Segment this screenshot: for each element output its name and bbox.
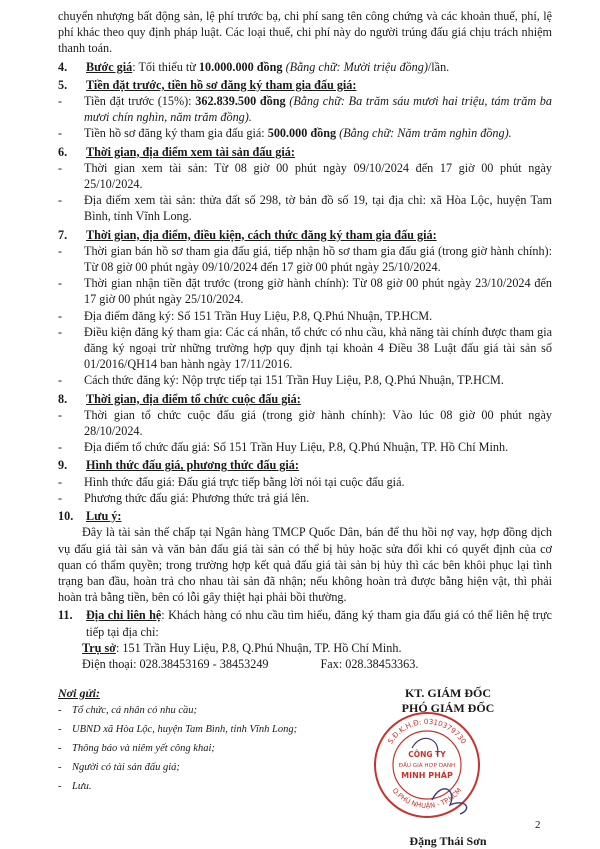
stamp-line-2: ĐẤU GIÁ HỢP DANH bbox=[398, 763, 456, 769]
company-stamp bbox=[372, 710, 482, 820]
signature-block bbox=[348, 686, 548, 848]
signature-title: KT. GIÁM ĐỐC bbox=[404, 686, 492, 700]
section-9-line-2 bbox=[58, 490, 552, 506]
section-title: Hình thức đấu giá, phương thức đấu giá: bbox=[86, 458, 299, 473]
dash-bullet: - bbox=[58, 94, 63, 109]
section-title: Bước giá bbox=[86, 59, 133, 74]
dash-bullet: - bbox=[58, 440, 63, 455]
section-6-line-2 bbox=[58, 192, 552, 224]
section-4-text: : Tối thiểu từ bbox=[132, 59, 199, 74]
section-title: Tiền đặt trước, tiền hồ sơ đăng ký tham gia đấu giá: bbox=[86, 77, 357, 92]
section-number: 7. bbox=[58, 227, 68, 242]
section-8-line-2 bbox=[58, 439, 552, 455]
contact-numbers bbox=[58, 656, 552, 672]
section-5-line-2 bbox=[58, 125, 552, 141]
dash-bullet: - bbox=[58, 126, 63, 141]
contact-text: : Khách hàng có nhu cầu tìm hiểu, đăng ký tham gia đấu giá có thể liên hệ trực tiếp tại địa chỉ: bbox=[86, 608, 552, 639]
registration-conditions: Điều kiện đăng ký tham gia: Các cá nhân, tổ chức có nhu cầu, khả năng tài chính được tham gia đăng ký ngoại trừ những trường hợp quy định tại khoản 4 Điều 38 Luật đấu giá tài sản số 01/2016/QH14 ban hành ngày 17/11/2016. bbox=[84, 324, 552, 372]
recipients-title-text: Nơi gửi bbox=[58, 686, 96, 700]
recipients-title-colon: : bbox=[95, 686, 100, 700]
office-address-text: : 151 Trần Huy Liệu, P.8, Q.Phú Nhuận, TP. Hồ Chí Minh. bbox=[115, 640, 402, 655]
section-title: Thời gian, địa điểm, điều kiện, cách thức đăng ký tham gia đấu giá: bbox=[86, 227, 437, 242]
stamp-code: S.Đ.K.H.Đ: 0310379730 bbox=[385, 716, 469, 746]
dash-bullet: - bbox=[58, 276, 63, 291]
section-7-heading bbox=[58, 227, 552, 243]
auction-form: Hình thức đấu giá: Đấu giá trực tiếp bằng lời nói tại cuộc đấu giá. bbox=[84, 474, 405, 489]
dash-bullet: - bbox=[58, 373, 63, 388]
recipient-item: - UBND xã Hòa Lộc, huyện Tam Bình, tỉnh Vĩnh Long; bbox=[58, 724, 298, 735]
bid-step-words: (Bằng chữ: Mười triệu đồng) bbox=[282, 59, 428, 74]
recipient-item: - Thông báo và niêm yết công khai; bbox=[58, 743, 215, 754]
section-8-heading bbox=[58, 391, 552, 407]
section-6-heading bbox=[58, 144, 552, 160]
recipient-item: - Lưu. bbox=[58, 781, 92, 792]
dash-bullet: - bbox=[58, 490, 63, 505]
document-body bbox=[58, 8, 552, 672]
section-number: 5. bbox=[58, 77, 68, 92]
dash-bullet: - bbox=[58, 308, 63, 323]
note-paragraph: Đây là tài sản thế chấp tại Ngân hàng TMCP Quốc Dân, bán để thu hồi nợ vay, hợp đồng dịch vụ đấu giá tài sản và văn bản đấu giá tài sản có thể bị hủy hoặc sửa đổi khi có quyết định của cơ quan có thẩm quyền; trong trường hợp kết quả đấu giá tài sản bị hủy thì các bên khôi phục lại tình trạng ban đầu, hoàn trả cho nhau tài sản đã nhận; nếu không hoàn trả được bằng hiện vật, thì phải hoàn trả bằng tiền, bên có lỗi gây thiệt hại phải bồi thường. bbox=[58, 525, 552, 605]
recipient-item: - Người có tài sản đấu giá; bbox=[58, 762, 180, 773]
recipient-text: Tổ chức, cá nhân có nhu cầu; bbox=[72, 705, 197, 716]
recipient-text: Thông báo và niêm yết công khai; bbox=[72, 743, 215, 754]
section-5-line-1 bbox=[58, 93, 552, 125]
section-number: 9. bbox=[58, 458, 68, 473]
viewing-location: Địa điểm xem tài sản: thửa đất số 298, tờ bản đồ số 19, tại địa chỉ: xã Hòa Lộc, huyện Tam Bình, tỉnh Vĩnh Long. bbox=[84, 193, 552, 224]
office-label: Trụ sở bbox=[82, 640, 116, 655]
section-title: Lưu ý: bbox=[86, 509, 122, 524]
section-number: 11. bbox=[58, 608, 73, 623]
dash-bullet: - bbox=[58, 474, 63, 489]
page-number: 2 bbox=[535, 819, 541, 831]
section-9-line-1 bbox=[58, 474, 552, 490]
dash-bullet: - bbox=[58, 407, 63, 422]
section-7-line-5 bbox=[58, 372, 552, 388]
intro-paragraph: chuyển nhượng bất động sản, lệ phí trước bạ, chi phí sang tên công chứng và các khoản thuế, phí, lệ phí khác theo quy định pháp luật. Các loại thuế, chi phí này do người trúng đấu giá chịu trách nhiệm thanh toán. bbox=[58, 9, 552, 56]
deposit-words: (Bằng chữ: Ba trăm sáu mươi hai triệu, tám trăm ba mươi chín nghìn, năm trăm đồng). bbox=[84, 94, 552, 125]
section-11-heading bbox=[58, 607, 552, 639]
phone-numbers: Điện thoại: 028.38453169 - 38453249 bbox=[82, 656, 269, 671]
stamp-line-1: CÔNG TY bbox=[408, 750, 446, 759]
deposit-label: Tiền đặt trước (15%): bbox=[84, 94, 196, 109]
section-title: Thời gian, địa điểm xem tài sản đấu giá: bbox=[86, 144, 295, 159]
stamp-line-3: MINH PHÁP bbox=[401, 771, 453, 780]
section-10-heading bbox=[58, 508, 552, 524]
section-7-line-1 bbox=[58, 243, 552, 275]
recipient-text: UBND xã Hòa Lộc, huyện Tam Bình, tỉnh Vĩnh Long; bbox=[72, 724, 298, 735]
section-number: 8. bbox=[58, 391, 68, 406]
recipient-text: Lưu. bbox=[72, 781, 92, 792]
registration-method: Cách thức đăng ký: Nộp trực tiếp tại 151 Trần Huy Liệu, P.8, Q.Phú Nhuận, TP.HCM. bbox=[84, 373, 504, 388]
section-6-line-1 bbox=[58, 160, 552, 192]
section-8-line-1 bbox=[58, 407, 552, 439]
section-9-heading bbox=[58, 457, 552, 473]
section-title: Địa chỉ liên hệ bbox=[86, 608, 162, 623]
section-number: 10. bbox=[58, 509, 74, 524]
fee-amount: 500.000 đồng bbox=[267, 126, 337, 141]
office-address bbox=[58, 640, 552, 656]
recipient-item: - Tổ chức, cá nhân có nhu cầu; bbox=[58, 705, 197, 716]
deposit-amount: 362.839.500 đồng bbox=[195, 94, 286, 109]
fee-words: (Bằng chữ: Năm trăm nghìn đồng). bbox=[336, 126, 512, 141]
section-7-line-2 bbox=[58, 275, 552, 307]
dash-bullet: - bbox=[58, 160, 63, 175]
dash-bullet: - bbox=[58, 243, 63, 258]
signer-name: Đặng Thái Sơn bbox=[409, 834, 487, 848]
dash-bullet: - bbox=[58, 193, 63, 208]
recipient-text: Người có tài sản đấu giá; bbox=[72, 762, 180, 773]
recipients-title bbox=[58, 686, 308, 701]
recipients-block bbox=[58, 686, 308, 794]
registration-sale-time: Thời gian bán hồ sơ tham gia đấu giá, tiếp nhận hồ sơ tham gia đấu giá (trong giờ hành chính): Từ 08 giờ 00 phút ngày 09/10/2024 đến 17 giờ 00 phút ngày 25/10/2024. bbox=[84, 243, 552, 275]
section-7-line-3 bbox=[58, 308, 552, 324]
section-5-heading bbox=[58, 77, 552, 93]
auction-method: Phương thức đấu giá: Phương thức trả giá lên. bbox=[84, 490, 310, 505]
dash-bullet: - bbox=[58, 324, 63, 339]
section-number: 6. bbox=[58, 144, 68, 159]
bid-step-amount: 10.000.000 đồng bbox=[198, 59, 283, 74]
section-4-heading bbox=[58, 59, 552, 75]
fax-number: Fax: 028.38453363. bbox=[320, 656, 419, 671]
registration-location: Địa điểm đăng ký: Số 151 Trần Huy Liệu, P.8, Q.Phú Nhuận, TP.HCM. bbox=[84, 308, 433, 323]
auction-time: Thời gian tổ chức cuộc đấu giá (trong giờ hành chính): Vào lúc 08 giờ 00 phút ngày 28/10/2024. bbox=[84, 407, 552, 439]
fee-label: Tiền hồ sơ đăng ký tham gia đấu giá: bbox=[84, 126, 268, 141]
svg-text:Q.PHÚ NHUẬN - TP.HCM bbox=[391, 786, 464, 810]
section-number: 4. bbox=[58, 59, 68, 74]
section-7-line-4 bbox=[58, 324, 552, 373]
viewing-time: Thời gian xem tài sản: Từ 08 giờ 00 phút ngày 09/10/2024 đến 17 giờ 00 phút ngày 25/10/2024. bbox=[84, 160, 552, 192]
section-title: Thời gian, địa điểm tổ chức cuộc đấu giá: bbox=[86, 391, 301, 406]
auction-location: Địa điểm tổ chức đấu giá: Số 151 Trần Huy Liệu, P.8, Q.Phú Nhuận, TP. Hồ Chí Minh. bbox=[84, 440, 509, 455]
deposit-receipt-time: Thời gian nhận tiền đặt trước (trong giờ hành chính): Từ 08 giờ 00 phút ngày 23/10/2024 đến 17 giờ 00 phút ngày 25/10/2024. bbox=[84, 276, 552, 307]
bid-step-suffix: /lần. bbox=[427, 59, 450, 74]
stamp-city: Q.PHÚ NHUẬN - TP.HCM bbox=[390, 786, 464, 811]
signature-subtitle: PHÓ GIÁM ĐỐC bbox=[401, 701, 495, 715]
